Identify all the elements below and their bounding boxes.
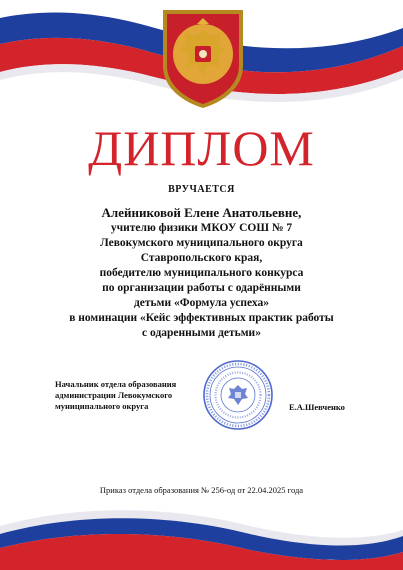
body-line: победителю муниципального конкурса (99, 267, 304, 279)
body-line: детьми «Формула успеха» (133, 297, 270, 309)
diploma-title: ДИПЛОМ (88, 120, 315, 176)
official-seal-stamp (202, 359, 274, 431)
signatory-name: Е.А.Шевченко (289, 402, 345, 412)
coat-of-arms-emblem (155, 6, 251, 110)
recipient-name: Алейниковой Елене Анатольевне, (101, 205, 302, 220)
position-line: Начальник отдела образования (55, 379, 177, 389)
position-line: муниципального округа (55, 401, 149, 411)
diploma-body (40, 205, 363, 341)
body-line: учителю физики МКОУ СОШ № 7 (110, 222, 293, 234)
position-line: администрации Левокумского (55, 390, 173, 400)
signatory-position (55, 379, 205, 412)
body-line: Левокумского муниципального округа (100, 237, 303, 249)
body-line: по организации работы с одарёнными (102, 282, 301, 294)
body-line: в номинации «Кейс эффективных практик работы (69, 312, 334, 324)
body-line: Ставропольского края, (140, 252, 263, 264)
awarded-label: ВРУЧАЕТСЯ (168, 184, 235, 195)
body-line: с одаренными детьми» (142, 327, 261, 339)
order-reference: Приказ отдела образования № 256-од от 22.04.2025 года (99, 485, 304, 495)
